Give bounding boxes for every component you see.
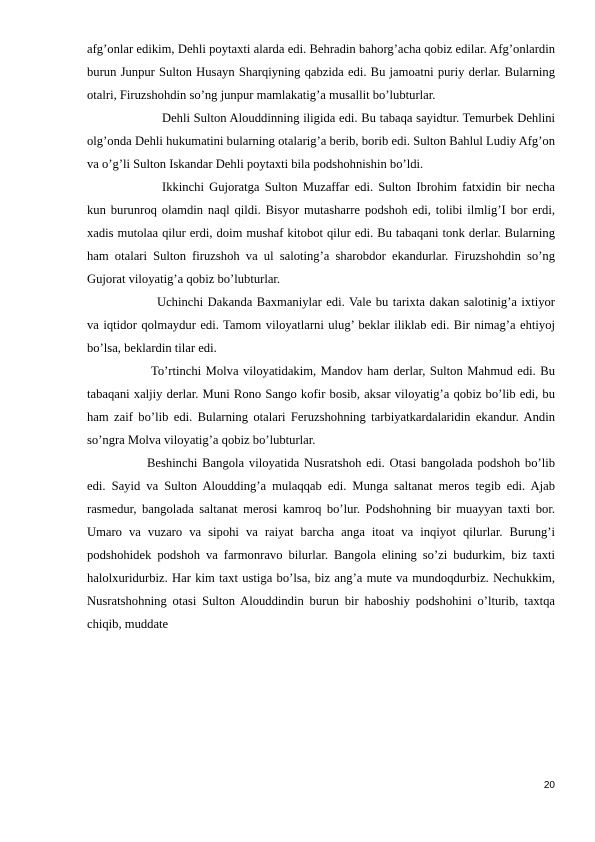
paragraph-5: To’rtinchi Molva viloyatidakim, Mandov ham derlar, Sulton Mahmud edi. Bu tabaqani xaljiy derlar. Muni Rono Sango kofir bosib, aksar viloyatig’a qobiz bo’lib edi, bu ham zaif bo’lib edi. Bularning otalari Feruzshohning tarbiyatkardalaridin ekandur. Andin so’ngra Molva viloyatig’a qobiz bo’lubturlar. [87,364,555,447]
paragraph-1: afg’onlar edikim, Dehli poytaxti alarda edi. Behradin bahorg’acha qobiz edilar. Afg’onlardin burun Junpur Sulton Husayn Sharqiyning qabzida edi. Bu jamoatni puriy derlar. Bularning otalri, Firuzshohdin so’ng junpur mamlakatig’a musallit bo’lubturlar. [87,42,555,102]
paragraph-6: Beshinchi Bangola viloyatida Nusratshoh edi. Otasi bangolada podshoh bo’lib edi. Sayid va Sulton Aloudding’a mulaqqab edi. Munga saltanat meros tegib edi. Ajab rasmedur, bangolada saltanat merosi kamroq bo’lur. Podshohning bir muayyan taxti bor. Umaro va vuzaro va sipohi va raiyat barcha anga itoat va inqiyot qilurlar. Burung’i podshohidek podshoh va farmonravo bilurlar. Bangola elining so’zi budurkim, biz taxti halolxuridurbiz. Har kim taxt ustiga bo’lsa, biz ang’a mute va mundoqdurbiz. Nechukkim, Nusratshohning otasi Sulton Alouddindin burun bir haboshiy podshohini o’lturib, taxtqa chiqib, muddate [87,456,555,631]
page-number: 20 [543,780,555,791]
paragraph-3: Ikkinchi Gujoratga Sulton Muzaffar edi. Sulton Ibrohim fatxidin bir necha kun burunroq olamdin naql qildi. Bisyor mutasharre podshoh edi, tolibi ilmlig’I bor erdi, xadis mutolaa qilur erdi, doim mushaf kitobot qilur edi. Bu tabaqani tonk derlar. Bularning ham otalari Sulton firuzshoh va ul saloting’a sharobdor ekandurlar. Firuzshohdin so’ng Gujorat viloyatig’a qobiz bo’lubturlar. [87,180,555,286]
paragraph-2: Dehli Sulton Alouddinning iligida edi. Bu tabaqa sayidtur. Temurbek Dehlini olg’onda Dehli hukumatini bularning otalarig’a berib, borib edi. Sulton Bahlul Ludiy Afg’on va o’g’li Sulton Iskandar Dehli poytaxti bila podshohnishin bo’ldi. [87,111,555,171]
paragraph-4: Uchinchi Dakanda Baxmaniylar edi. Vale bu tarixta dakan salotinig’a ixtiyor va iqtidor qolmaydur edi. Tamom viloyatlarni ulug’ beklar iliklab edi. Bir nimag’a ehtiyoj bo’lsa, beklardin tilar edi. [87,295,555,355]
body-text [87,38,555,636]
